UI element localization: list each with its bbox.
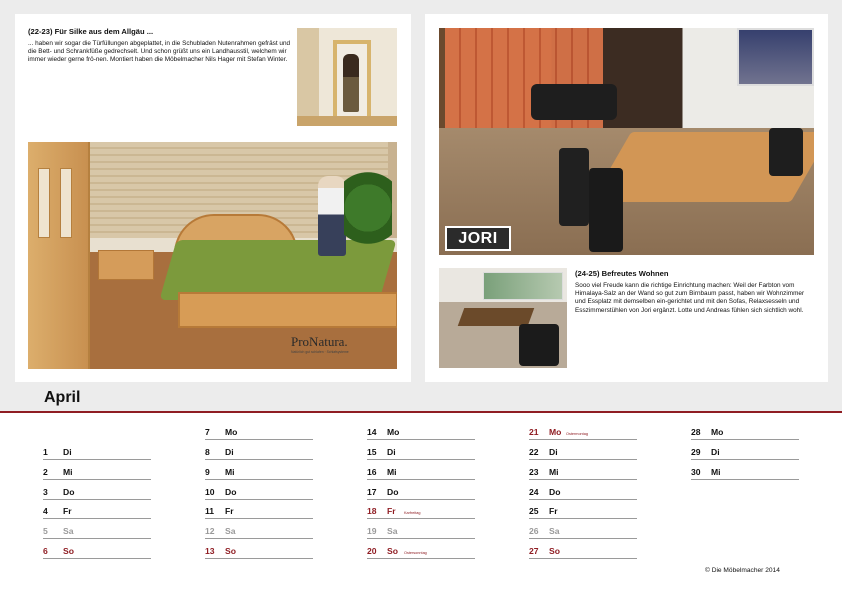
weekday-label: So xyxy=(387,546,398,557)
calendar-divider xyxy=(0,411,842,413)
calendar-day xyxy=(691,460,799,480)
weekday-label: So xyxy=(549,546,560,557)
weekday-label: Mo xyxy=(225,426,238,437)
day-number: 13 xyxy=(205,546,215,557)
calendar-day xyxy=(43,460,151,480)
day-number: 9 xyxy=(205,466,210,477)
day-number: 8 xyxy=(205,446,210,457)
weekday-label: Di xyxy=(225,446,234,457)
weekday-label: So xyxy=(225,546,236,557)
calendar-day xyxy=(43,539,151,559)
day-number: 30 xyxy=(691,466,701,477)
weekday-label: Fr xyxy=(225,506,234,517)
weekday-label: Sa xyxy=(387,526,398,537)
calendar-day xyxy=(205,460,313,480)
day-number: 3 xyxy=(43,486,48,497)
weekday-label: Di xyxy=(387,446,396,457)
day-number: 5 xyxy=(43,526,48,537)
calendar-day xyxy=(529,519,637,539)
day-number: 16 xyxy=(367,466,377,477)
weekday-label: Mi xyxy=(63,466,73,477)
day-number: 2 xyxy=(43,466,48,477)
right-article-title: (24-25) Befreutes Wohnen xyxy=(575,269,669,278)
calendar-day xyxy=(529,480,637,500)
calendar-day xyxy=(529,420,637,440)
calendar-column xyxy=(205,420,313,559)
calendar-day xyxy=(43,519,151,539)
weekday-label: Mi xyxy=(225,466,235,477)
day-number: 23 xyxy=(529,466,539,477)
calendar-day xyxy=(367,440,475,460)
calendar-day xyxy=(529,500,637,520)
calendar-column xyxy=(367,420,475,559)
dining-photo xyxy=(439,268,567,368)
door-photo xyxy=(297,28,397,126)
day-number: 18 xyxy=(367,506,377,517)
day-number: 12 xyxy=(205,526,215,537)
day-number: 17 xyxy=(367,486,377,497)
day-number: 6 xyxy=(43,546,48,557)
weekday-label: Sa xyxy=(225,526,236,537)
holiday-note: Karfreitag xyxy=(404,511,421,516)
living-room-photo xyxy=(439,28,814,255)
calendar-day xyxy=(529,440,637,460)
weekday-label: Do xyxy=(387,486,399,497)
calendar-column xyxy=(43,420,151,559)
weekday-label: Mo xyxy=(549,426,562,437)
calendar-day xyxy=(367,420,475,440)
day-number: 24 xyxy=(529,486,539,497)
calendar-day xyxy=(205,500,313,520)
day-number: 26 xyxy=(529,526,539,537)
weekday-label: Do xyxy=(63,486,75,497)
weekday-label: So xyxy=(63,546,74,557)
pronatura-logo: ProNatura. xyxy=(291,334,348,349)
calendar-day xyxy=(367,539,475,559)
calendar-day xyxy=(691,440,799,460)
weekday-label: Fr xyxy=(387,506,396,517)
bedroom-photo xyxy=(28,142,397,369)
weekday-label: Mi xyxy=(711,466,721,477)
day-number: 15 xyxy=(367,446,377,457)
weekday-label: Mi xyxy=(549,466,559,477)
calendar-empty-slot xyxy=(43,420,151,440)
weekday-label: Mo xyxy=(387,426,400,437)
right-article xyxy=(575,269,813,315)
calendar-day xyxy=(205,440,313,460)
weekday-label: Fr xyxy=(63,506,72,517)
day-number: 25 xyxy=(529,506,539,517)
day-number: 28 xyxy=(691,426,701,437)
day-number: 10 xyxy=(205,486,215,497)
right-page-panel xyxy=(425,14,828,382)
day-number: 7 xyxy=(205,426,210,437)
calendar-day xyxy=(43,500,151,520)
day-number: 21 xyxy=(529,426,539,437)
weekday-label: Sa xyxy=(549,526,560,537)
weekday-label: Di xyxy=(711,446,720,457)
pronatura-logo-sub: Natürlich gut schlafen · Schlafsysteme xyxy=(291,350,349,354)
holiday-note: Ostersonntag xyxy=(404,551,427,556)
copyright: © Die Möbelmacher 2014 xyxy=(705,567,780,574)
calendar-day xyxy=(43,480,151,500)
day-number: 4 xyxy=(43,506,48,517)
day-number: 27 xyxy=(529,546,539,557)
day-number: 11 xyxy=(205,506,215,517)
calendar-day xyxy=(205,519,313,539)
day-number: 14 xyxy=(367,426,377,437)
right-article-body: Sooo viel Freude kann die richtige Einrichtung machen: Weil der Farbton vom Himalaya-Salz an der Wand so gut zum Birnbaum passt, haben wir Wohnzimmer und Essplatz mit demselben ein-gerichtet und mit den Sofas, Relaxsesseln und Esszimmerstühlen von Jori ergänzt. Lotte und Andreas fühlen sich sichtlich wohl. xyxy=(575,282,805,314)
jori-logo: JORI xyxy=(445,226,511,251)
weekday-label: Mi xyxy=(387,466,397,477)
left-page-panel xyxy=(15,14,411,382)
day-number: 29 xyxy=(691,446,701,457)
calendar-day xyxy=(691,420,799,440)
weekday-label: Mo xyxy=(711,426,724,437)
weekday-label: Sa xyxy=(63,526,74,537)
calendar-day xyxy=(43,440,151,460)
calendar-day xyxy=(367,500,475,520)
calendar-day xyxy=(367,460,475,480)
holiday-note: Ostermontag xyxy=(566,431,588,436)
calendar-day xyxy=(205,480,313,500)
weekday-label: Fr xyxy=(549,506,558,517)
weekday-label: Di xyxy=(63,446,72,457)
calendar-column xyxy=(691,420,799,480)
weekday-label: Do xyxy=(225,486,237,497)
calendar-column xyxy=(529,420,637,559)
calendar-day xyxy=(529,460,637,480)
weekday-label: Di xyxy=(549,446,558,457)
left-article-body: ... haben wir sogar die Türfüllungen abgeplattet, in die Schubladen Nutenrahmen gefräst und die Bett- und Schrankfüße gedrechselt. Und schon grüßt uns ein Landhausstil, welchem wir immer wieder gerne frö-nen. Montiert haben die Möbelmacher Nils Hager mit Stefan Winter. xyxy=(28,40,291,64)
day-number: 19 xyxy=(367,526,377,537)
left-article-title: (22-23) Für Silke aus dem Allgäu ... xyxy=(28,27,154,36)
left-article xyxy=(28,27,294,65)
calendar-day xyxy=(529,539,637,559)
weekday-label: Do xyxy=(549,486,561,497)
calendar-day xyxy=(367,519,475,539)
calendar-day xyxy=(205,420,313,440)
day-number: 20 xyxy=(367,546,377,557)
calendar-day xyxy=(205,539,313,559)
day-number: 1 xyxy=(43,446,48,457)
calendar-day xyxy=(367,480,475,500)
month-title: April xyxy=(44,389,81,406)
day-number: 22 xyxy=(529,446,539,457)
